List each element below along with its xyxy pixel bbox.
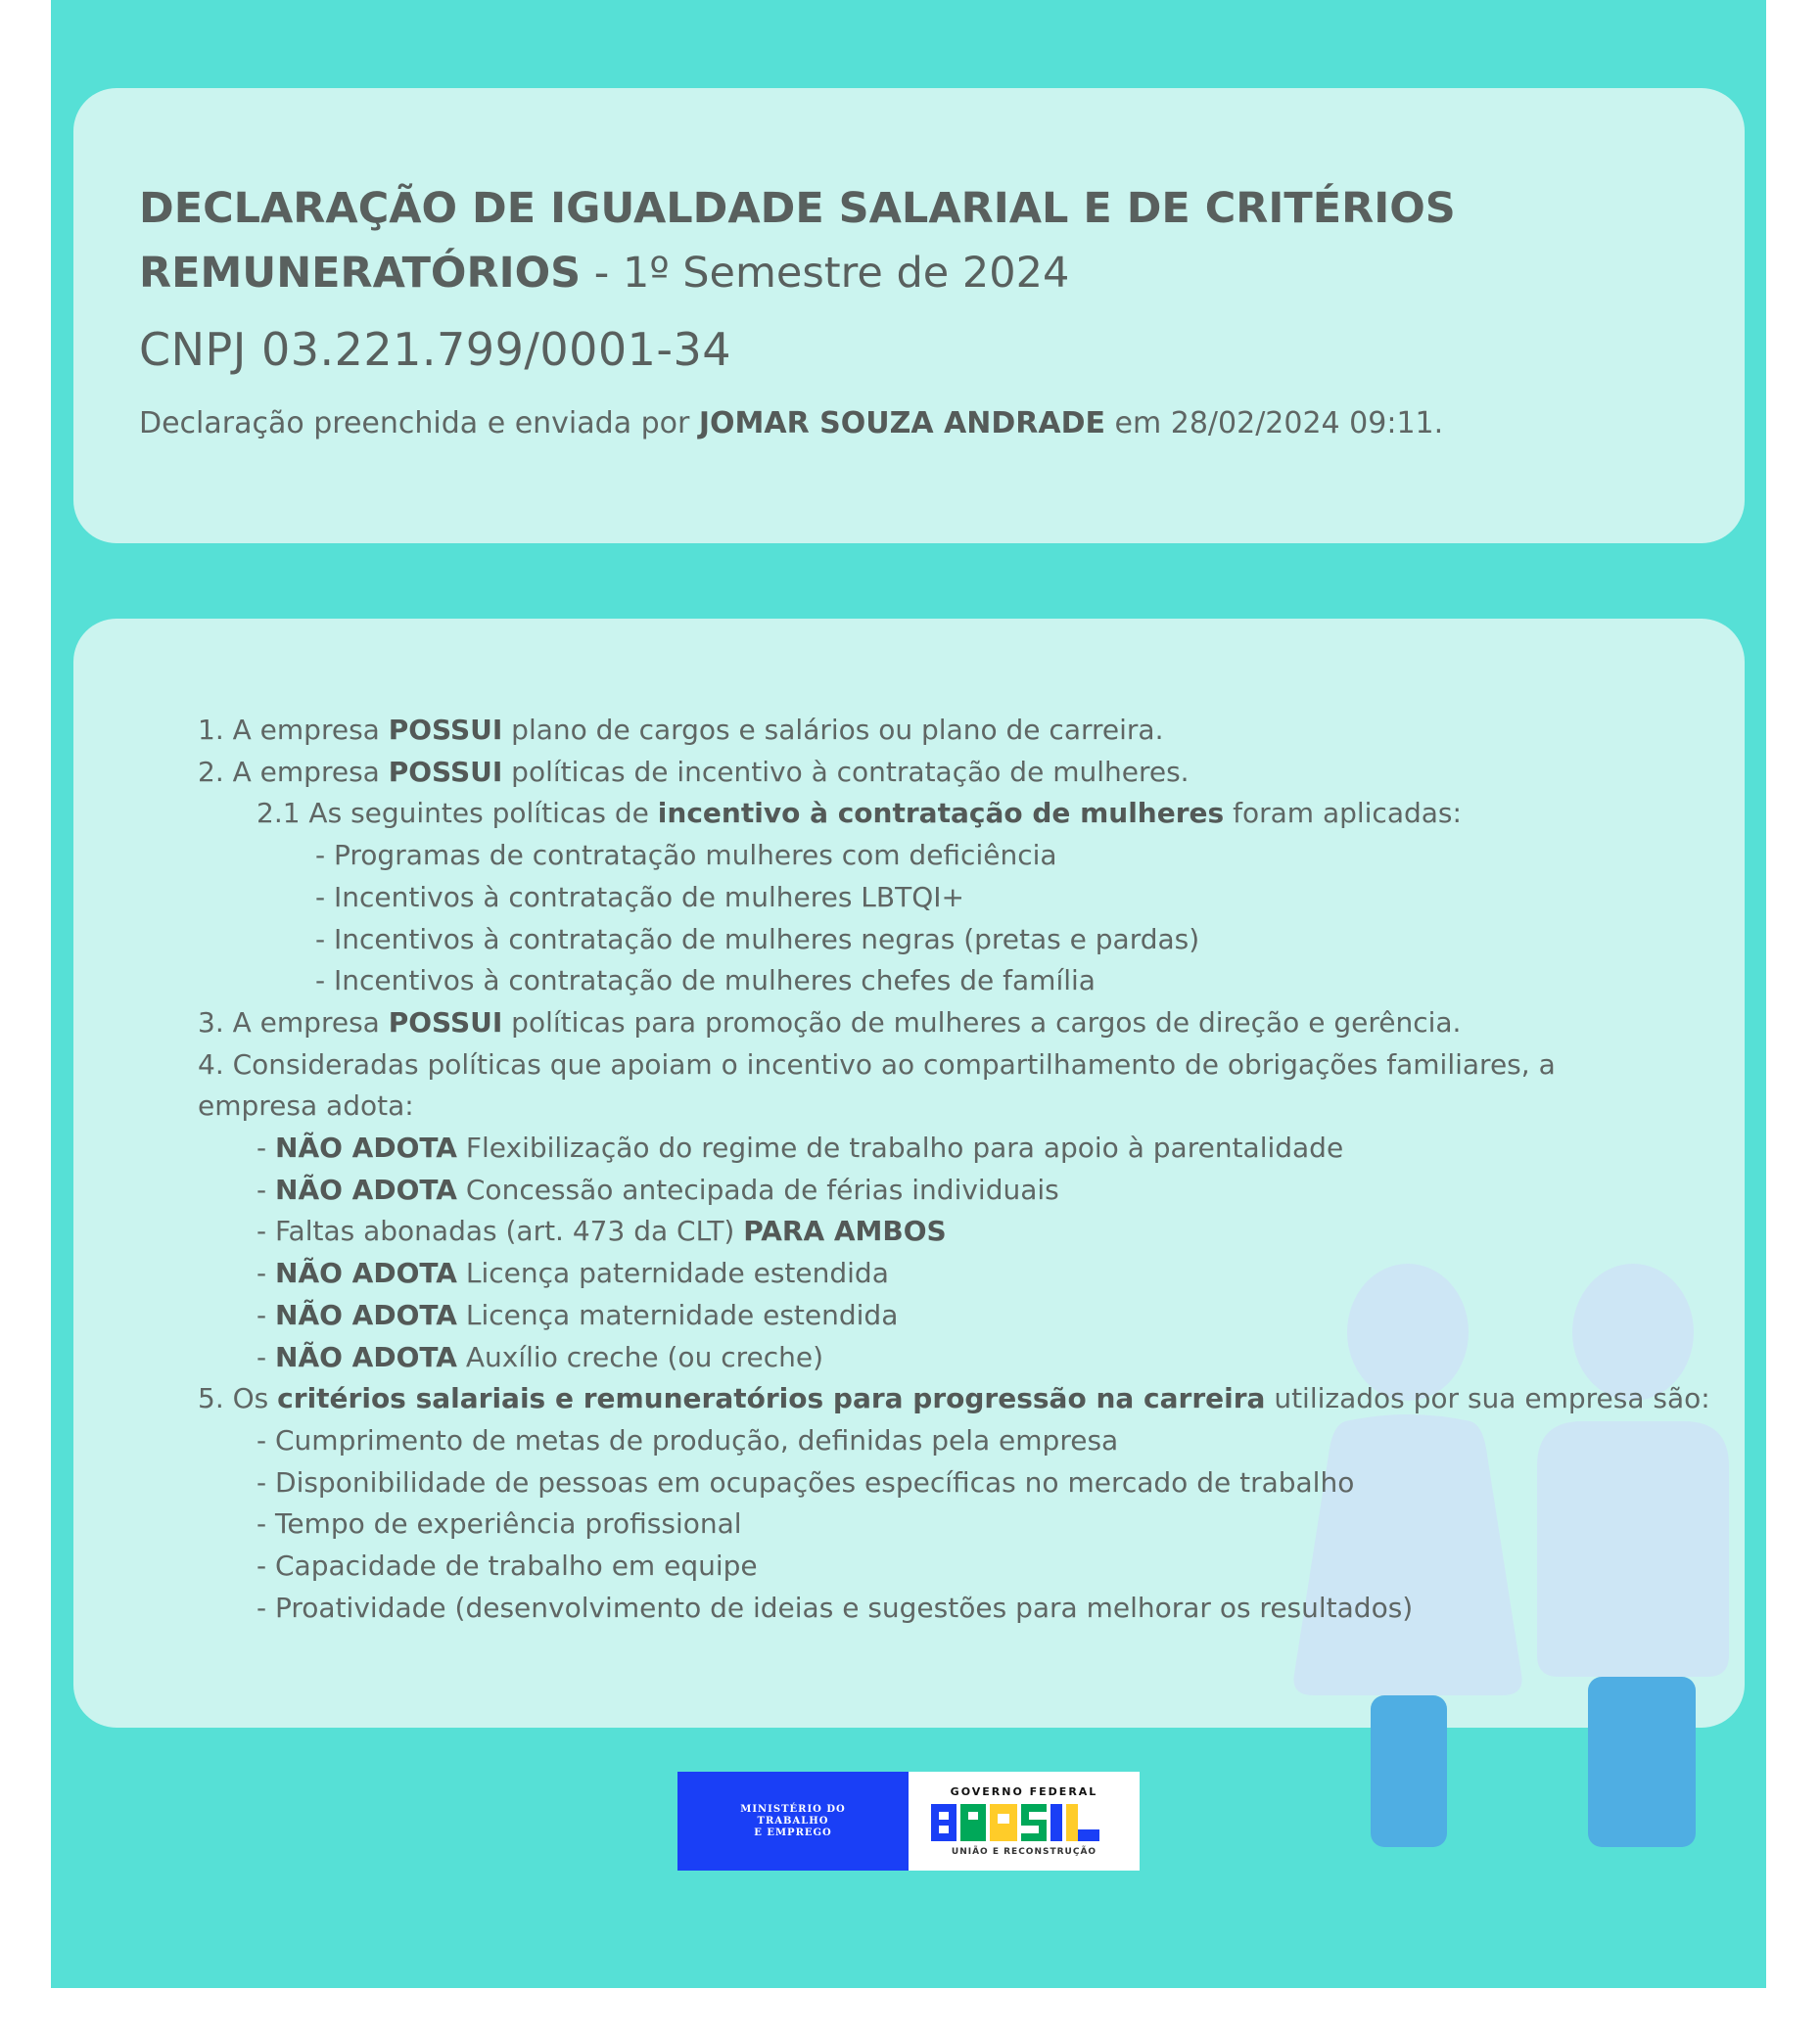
footer-logos (677, 1772, 1140, 1871)
declaration-items (198, 710, 1710, 1629)
criteria-item: - Tempo de experiência profissional (257, 1507, 742, 1541)
sender-name: JOMAR SOUZA ANDRADE (698, 406, 1105, 440)
family-policy-text: Concessão antecipada de férias individuais (456, 1173, 1059, 1206)
criteria-item: - Capacidade de trabalho em equipe (257, 1550, 758, 1583)
family-policy-item (198, 1337, 1666, 1379)
gov-slogan: UNIÃO E RECONSTRUÇÃO (951, 1847, 1097, 1857)
item-2-1-bold: incentivo à contratação de mulheres (657, 797, 1225, 830)
family-policy-status: NÃO ADOTA (275, 1257, 457, 1290)
item-3-post: políticas para promoção de mulheres a cargos de direção e gerência. (502, 1005, 1462, 1039)
family-policy-pre: - (257, 1257, 276, 1290)
family-policy-item (198, 1170, 1666, 1212)
header-card (73, 88, 1745, 543)
family-policy-pre: - (257, 1340, 276, 1373)
item-5 (198, 1378, 1710, 1420)
item-3 (198, 1002, 1666, 1044)
ministry-line-1: MINISTÉRIO DO (740, 1803, 846, 1815)
title-bold-line-2: REMUNERATÓRIOS (139, 249, 582, 298)
family-policy-item (198, 1295, 1666, 1337)
ministry-logo (677, 1772, 909, 1871)
ministry-line-2: TRABALHO (757, 1815, 829, 1827)
item-1-status: POSSUI (388, 714, 503, 746)
family-policy-item (198, 1128, 1666, 1170)
policy-item: - Programas de contratação mulheres com deficiência (315, 839, 1057, 872)
family-policy-pre: - (257, 1173, 276, 1206)
family-policy-status: NÃO ADOTA (275, 1340, 457, 1373)
family-policy-status: PARA AMBOS (743, 1215, 947, 1248)
item-1-pre: 1. A empresa (198, 714, 389, 746)
family-policy-text: Flexibilização do regime de trabalho para apoio à parentalidade (456, 1132, 1344, 1165)
ministry-line-3: E EMPREGO (754, 1827, 832, 1838)
policy-item: - Incentivos à contratação de mulheres negras (pretas e pardas) (315, 922, 1200, 955)
item-5-pre: 5. Os (198, 1382, 278, 1415)
item-2-1 (198, 793, 1666, 835)
family-policy-pre: - (257, 1132, 276, 1165)
family-policy-pre: - (257, 1298, 276, 1331)
item-2-status: POSSUI (388, 755, 503, 788)
family-policy-text: Licença paternidade estendida (456, 1257, 889, 1290)
item-5-post: utilizados por sua empresa são: (1265, 1382, 1710, 1415)
family-policy-status: NÃO ADOTA (275, 1132, 457, 1165)
family-policy-text: Licença maternidade estendida (456, 1298, 899, 1331)
criteria-item: - Cumprimento de metas de produção, definidas pela empresa (257, 1423, 1119, 1457)
title-semester: - 1º Semestre de 2024 (581, 249, 1070, 298)
gov-federal-label: GOVERNO FEDERAL (950, 1785, 1098, 1798)
item-2-post: políticas de incentivo à contratação de mulheres. (502, 755, 1190, 788)
item-1-post: plano de cargos e salários ou plano de carreira. (502, 714, 1164, 746)
item-3-pre: 3. A empresa (198, 1005, 389, 1039)
item-1 (198, 710, 1666, 752)
family-policy-item (198, 1253, 1666, 1295)
policy-item: - Incentivos à contratação de mulheres LBTQI+ (315, 880, 964, 913)
family-policy-text: Auxílio creche (ou creche) (456, 1340, 824, 1373)
item-2-1-pre: 2.1 As seguintes políticas de (257, 797, 658, 830)
title-bold-line-1: DECLARAÇÃO DE IGUALDADE SALARIAL E DE CRITÉRIOS (139, 184, 1456, 233)
page-background (51, 0, 1766, 1988)
cnpj-number: CNPJ 03.221.799/0001-34 (139, 323, 732, 376)
item-5-bold: critérios salariais e remuneratórios para progressão na carreira (277, 1382, 1266, 1415)
criteria-item: - Disponibilidade de pessoas em ocupações específicas no mercado de trabalho (257, 1465, 1355, 1499)
item-2-pre: 2. A empresa (198, 755, 389, 788)
item-4: 4. Consideradas políticas que apoiam o incentivo ao compartilhamento de obrigações familiares, a empresa adota: (198, 1047, 1556, 1123)
policy-item: - Incentivos à contratação de mulheres chefes de família (315, 964, 1096, 997)
item-2 (198, 752, 1666, 794)
family-policy-status: NÃO ADOTA (275, 1298, 457, 1331)
sent-timestamp: em 28/02/2024 09:11. (1104, 406, 1444, 440)
brasil-logo (931, 1802, 1117, 1843)
sent-by-line (139, 406, 1443, 440)
criteria-item: - Proatividade (desenvolvimento de ideias e sugestões para melhorar os resultados) (257, 1591, 1414, 1624)
declaration-title (139, 176, 1510, 305)
gov-federal-logo (909, 1772, 1140, 1871)
item-2-1-post: foram aplicadas: (1224, 797, 1462, 830)
sent-prefix: Declaração preenchida e enviada por (139, 406, 699, 440)
family-policy-pre: - Faltas abonadas (art. 473 da CLT) (257, 1215, 744, 1248)
family-policy-item (198, 1211, 1666, 1253)
family-policy-status: NÃO ADOTA (275, 1173, 457, 1206)
item-3-status: POSSUI (388, 1005, 503, 1039)
